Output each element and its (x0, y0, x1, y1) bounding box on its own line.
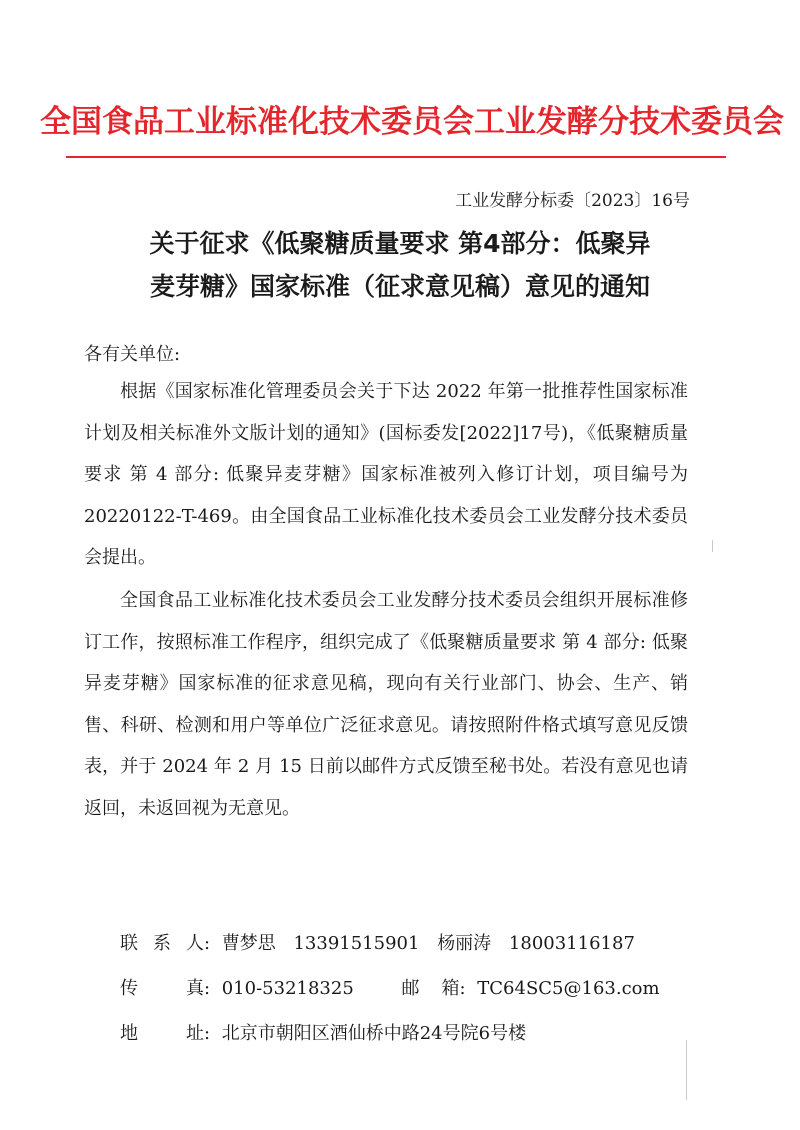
fax-email-line: 传真: 010-53218325 邮箱: TC64SC5@163.com (120, 969, 720, 1014)
address-label: 地址 (120, 1023, 204, 1044)
contact-1-phone: 13391515901 (293, 933, 420, 954)
email-value: TC64SC5@163.com (477, 978, 660, 999)
salutation: 各有关单位: (84, 344, 181, 365)
red-header-rule (66, 156, 726, 158)
scan-margin-mark (712, 540, 713, 552)
contact-1-name: 曹梦思 (221, 933, 276, 954)
fax-value: 010-53218325 (221, 978, 354, 999)
address-value: 北京市朝阳区酒仙桥中路24号院6号楼 (221, 1023, 527, 1044)
fax-label: 传真 (120, 978, 204, 999)
contact-2-name: 杨丽涛 (437, 933, 492, 954)
contact-2-phone: 18003116187 (508, 933, 635, 954)
notice-title (60, 222, 740, 308)
notice-title-line-2: 麦芽糖》国家标准（征求意见稿）意见的通知 (149, 272, 650, 301)
notice-title-line-1: 关于征求《低聚糖质量要求 第4部分：低聚异 (149, 229, 651, 258)
scan-margin-mark (686, 1040, 687, 1100)
document-number: 工业发酵分标委〔2023〕16号 (455, 191, 690, 211)
contact-label: 联系人 (120, 933, 204, 954)
address-line: 地址: 北京市朝阳区酒仙桥中路24号院6号楼 (120, 1014, 720, 1059)
body-paragraph-2: 全国食品工业标准化技术委员会工业发酵分技术委员会组织开展标准修订工作，按照标准工作程序，组织完成了《低聚糖质量要求 第 4 部分: 低聚异麦芽糖》国家标准的征求意见稿，现向有关行业部门、协会、生产、销售、科研、检测和用户等单位广泛征求意见。请按照附件格式填写意见反馈表，并于 2024 年 2 月 15 日前以邮件方式反馈至秘书处。若没有意见也请返回，未返回视为无意见。 (84, 590, 688, 819)
issuing-organization-header: 全国食品工业标准化技术委员会工业发酵分技术委员会 (40, 104, 784, 140)
contact-block (120, 924, 720, 1059)
email-label: 邮箱 (401, 978, 460, 999)
body-paragraph-1: 根据《国家标准化管理委员会关于下达 2022 年第一批推荐性国家标准计划及相关标准外文版计划的通知》(国标委发[2022]17号)，《低聚糖质量要求 第 4 部分: 低聚异麦芽糖》国家标准被列入修订计划，项目编号为 20220122-T-469。由全国食品工业标准化技术委员会工业发酵分技术委员会提出。 (84, 381, 688, 568)
contact-persons-line: 联系人: 曹梦思 13391515901 杨丽涛 18003116187 (120, 924, 720, 969)
